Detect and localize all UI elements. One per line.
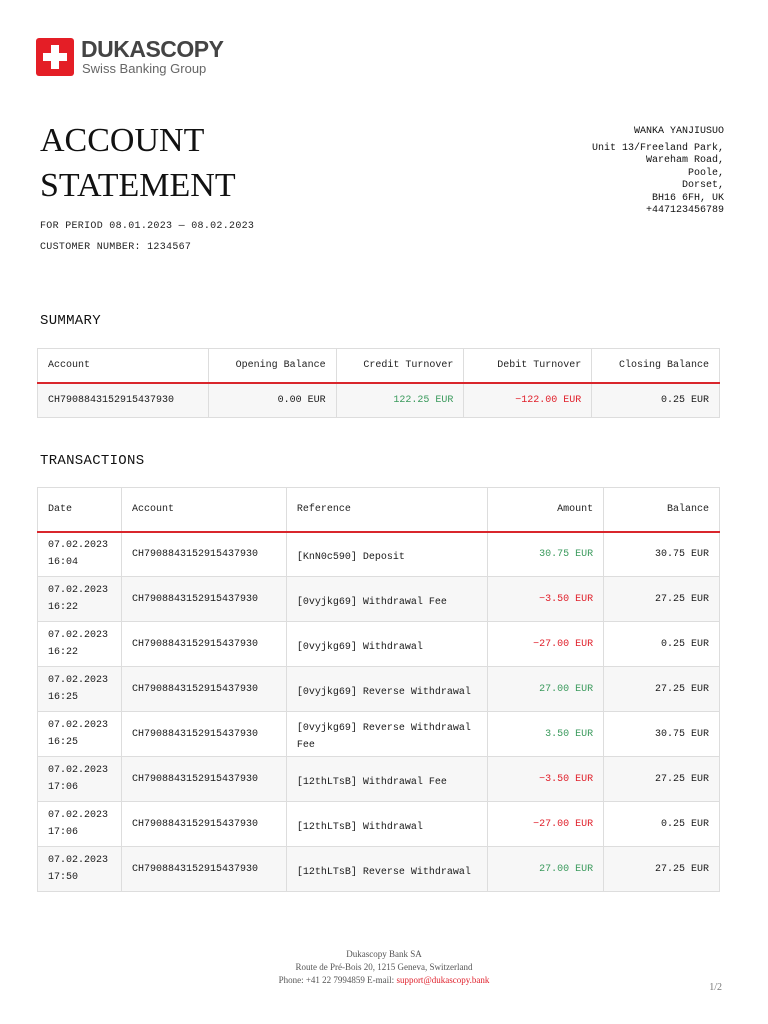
tx-account: CH7908843152915437930	[121, 847, 286, 892]
tx-reference: [12thLTsB] Withdrawal Fee	[286, 757, 488, 802]
tx-date: 07.02.2023	[48, 585, 109, 596]
summary-closing: 0.25 EUR	[592, 383, 720, 418]
tx-time: 16:22	[48, 602, 79, 613]
address-line-3: Poole,	[687, 167, 724, 179]
summary-header-opening: Opening Balance	[208, 349, 336, 383]
tx-reference: [0vyjkg69] Withdrawal Fee	[286, 577, 488, 622]
tx-balance: 27.25 EUR	[604, 577, 720, 622]
summary-header-debit: Debit Turnover	[464, 349, 592, 383]
address-line-1: Unit 13/Freeland Park,	[591, 142, 724, 154]
summary-account: CH7908843152915437930	[38, 383, 209, 418]
summary-header-credit: Credit Turnover	[336, 349, 464, 383]
tx-date: 07.02.2023	[48, 675, 109, 686]
tx-balance: 30.75 EUR	[604, 712, 720, 757]
address-line-2: Wareham Road,	[645, 155, 724, 166]
tx-amount: 30.75 EUR	[488, 532, 604, 577]
summary-row	[38, 383, 720, 418]
tx-header-amount: Amount	[488, 488, 604, 532]
tx-header-balance: Balance	[604, 488, 720, 532]
tx-reference: [12thLTsB] Reverse Withdrawal	[286, 847, 488, 892]
summary-header-closing: Closing Balance	[592, 349, 720, 383]
tx-datetime	[38, 712, 122, 757]
customer-number: CUSTOMER NUMBER: 1234567	[40, 242, 192, 253]
summary-debit: −122.00 EUR	[464, 383, 592, 418]
footer-address: Route de Pré-Bois 20, 1215 Geneva, Switzerland	[295, 962, 473, 972]
tx-datetime	[38, 622, 122, 667]
tx-account: CH7908843152915437930	[121, 757, 286, 802]
tx-date: 07.02.2023	[48, 720, 109, 731]
tx-amount: −27.00 EUR	[488, 802, 604, 847]
tx-amount: −3.50 EUR	[488, 757, 604, 802]
tx-datetime	[38, 757, 122, 802]
summary-opening: 0.00 EUR	[208, 383, 336, 418]
tx-time: 17:50	[48, 872, 79, 883]
footer-email-link[interactable]: support@dukascopy.bank	[396, 975, 490, 985]
tx-datetime	[38, 847, 122, 892]
footer-bank-name: Dukascopy Bank SA	[346, 949, 422, 959]
tx-header-account: Account	[121, 488, 286, 532]
table-row	[38, 757, 720, 802]
tx-time: 17:06	[48, 827, 79, 838]
footer-phone: Phone: +41 22 7994859 E-mail:	[278, 975, 395, 985]
tx-time: 16:22	[48, 647, 79, 658]
tx-header-date: Date	[38, 488, 122, 532]
tx-reference: [KnN0c590] Deposit	[286, 532, 488, 577]
brand-logo	[36, 36, 226, 80]
page-footer	[0, 948, 768, 987]
title-line-1: ACCOUNT	[40, 122, 205, 159]
table-row	[38, 577, 720, 622]
statement-period: FOR PERIOD 08.01.2023 — 08.02.2023	[40, 221, 255, 232]
tx-balance: 27.25 EUR	[604, 847, 720, 892]
tx-balance: 30.75 EUR	[604, 532, 720, 577]
tx-account: CH7908843152915437930	[121, 712, 286, 757]
tx-time: 16:04	[48, 557, 79, 569]
transactions-header-row	[38, 488, 720, 532]
tx-account: CH7908843152915437930	[121, 667, 286, 712]
tx-datetime	[38, 802, 122, 847]
tx-account: CH7908843152915437930	[121, 802, 286, 847]
table-row	[38, 667, 720, 712]
page-title	[40, 118, 340, 208]
tx-account: CH7908843152915437930	[121, 622, 286, 667]
tx-reference: [12thLTsB] Withdrawal	[286, 802, 488, 847]
summary-header-account: Account	[38, 349, 209, 383]
tx-balance: 0.25 EUR	[604, 622, 720, 667]
tx-date: 07.02.2023	[48, 855, 109, 866]
transactions-table	[37, 487, 720, 892]
tx-amount: 3.50 EUR	[488, 712, 604, 757]
tx-time: 17:06	[48, 782, 79, 793]
customer-name: WANKA YANJIUSUO	[633, 126, 724, 137]
tx-time: 16:25	[48, 692, 79, 703]
tx-account: CH7908843152915437930	[121, 532, 286, 577]
summary-header-row	[38, 349, 720, 383]
tx-balance: 0.25 EUR	[604, 802, 720, 847]
page-number: 1/2	[709, 982, 722, 993]
tx-date: 07.02.2023	[48, 810, 109, 821]
tx-date: 07.02.2023	[48, 540, 109, 552]
tx-datetime	[38, 577, 122, 622]
tx-amount: 27.00 EUR	[488, 667, 604, 712]
tx-balance: 27.25 EUR	[604, 757, 720, 802]
tx-date: 07.02.2023	[48, 765, 109, 776]
summary-credit: 122.25 EUR	[336, 383, 464, 418]
customer-phone: +447123456789	[645, 205, 724, 216]
footer-contact	[0, 974, 768, 987]
table-row	[38, 847, 720, 892]
table-row	[38, 622, 720, 667]
tx-balance: 27.25 EUR	[604, 667, 720, 712]
swiss-cross-icon	[36, 38, 74, 76]
title-line-2: STATEMENT	[40, 167, 236, 204]
table-row	[38, 532, 720, 577]
tx-amount: −3.50 EUR	[488, 577, 604, 622]
summary-table	[37, 348, 720, 418]
tx-datetime	[38, 532, 122, 577]
tx-date: 07.02.2023	[48, 630, 109, 641]
address-line-5: BH16 6FH, UK	[651, 192, 724, 204]
tx-header-reference: Reference	[286, 488, 488, 532]
customer-address	[592, 126, 724, 218]
tx-account: CH7908843152915437930	[121, 577, 286, 622]
tx-reference: [0vyjkg69] Reverse Withdrawal	[286, 667, 488, 712]
tx-reference: [0vyjkg69] Reverse Withdrawal Fee	[286, 712, 488, 757]
tx-amount: −27.00 EUR	[488, 622, 604, 667]
summary-title: SUMMARY	[40, 313, 101, 329]
tx-amount: 27.00 EUR	[488, 847, 604, 892]
tx-datetime	[38, 667, 122, 712]
table-row	[38, 802, 720, 847]
tx-time: 16:25	[48, 737, 79, 748]
brand-name: DUKASCOPY	[81, 36, 224, 62]
tx-reference: [0vyjkg69] Withdrawal	[286, 622, 488, 667]
address-line-4: Dorset,	[681, 180, 724, 191]
brand-subtitle: Swiss Banking Group	[82, 61, 207, 76]
transactions-title: TRANSACTIONS	[40, 453, 145, 469]
table-row	[38, 712, 720, 757]
